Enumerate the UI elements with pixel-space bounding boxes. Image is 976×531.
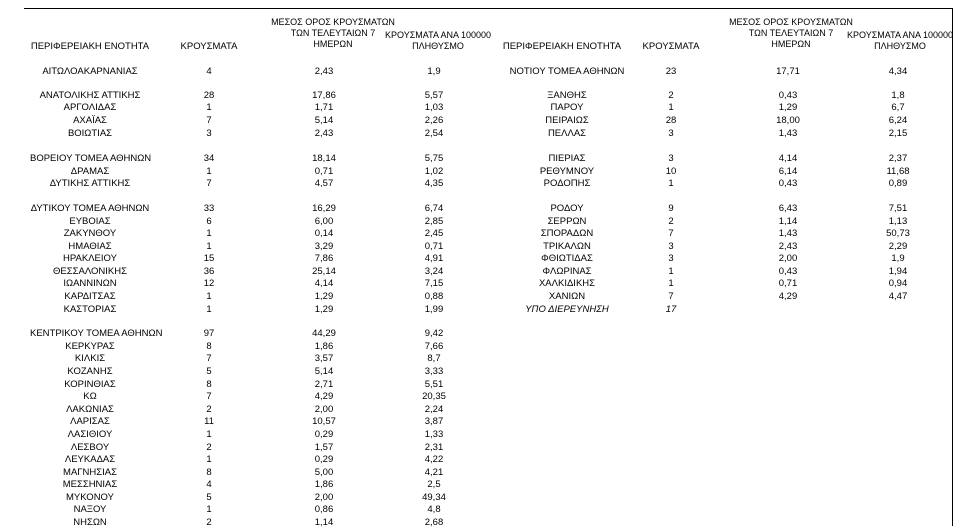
table-cell-per100k: 2,15 — [888, 128, 908, 139]
table-cell-per100k: 3,24 — [424, 266, 444, 277]
table-cell-cases: 7 — [668, 228, 674, 239]
table-cell-avg: 1,14 — [778, 216, 798, 227]
table-cell-cases: 97 — [203, 328, 215, 339]
table-cell-cases: 1 — [206, 304, 212, 315]
table-cell-per100k: 4,34 — [888, 66, 908, 77]
table-cell-avg: 0,14 — [314, 228, 334, 239]
table-cell-per100k: 2,45 — [424, 228, 444, 239]
header-avg-left: ΜΕΣΟΣ ΟΡΟΣ ΚΡΟΥΣΜΑΤΩΝ ΤΩΝ ΤΕΛΕΥΤΑΙΩΝ 7 ΗΜΕΡΩΝ — [271, 17, 395, 49]
table-cell-avg: 2,00 — [778, 253, 798, 264]
table-cell-per100k: 7,15 — [424, 278, 444, 289]
table-cell-avg: 4,57 — [314, 178, 334, 189]
table-cell-per100k: 8,7 — [427, 353, 441, 364]
table-cell-cases: 10 — [665, 166, 677, 177]
table-cell-avg: 18,14 — [312, 153, 336, 164]
table-cell-cases: 2 — [206, 517, 212, 528]
table-cell-name: ΛΕΣΒΟΥ — [70, 442, 110, 453]
table-cell-name: ΠΙΕΡΙΑΣ — [548, 153, 586, 164]
table-cell-cases: 7 — [668, 291, 674, 302]
table-cell-name: ΙΩΑΝΝΙΝΩΝ — [63, 278, 117, 289]
table-cell-avg: 17,86 — [312, 90, 336, 101]
table-cell-avg: 0,86 — [314, 504, 334, 515]
table-cell-name: ΔΥΤΙΚΗΣ ΑΤΤΙΚΗΣ — [49, 178, 131, 189]
table-cell-name: ΜΥΚΟΝΟΥ — [66, 492, 114, 503]
table-cell-name: ΚΑΣΤΟΡΙΑΣ — [63, 304, 117, 315]
table-cell-cases: 3 — [668, 241, 674, 252]
table-cell-name: ΛΕΥΚΑΔΑΣ — [64, 454, 116, 465]
header-region-right: ΠΕΡΙΦΕΡΕΙΑΚΗ ΕΝΟΤΗΤΑ — [502, 41, 622, 52]
table-cell-name: ΦΘΙΩΤΙΔΑΣ — [541, 253, 593, 264]
table-cell-cases: 33 — [203, 203, 215, 214]
table-cell-cases: 11 — [204, 416, 214, 427]
table-cell-avg: 1,29 — [314, 291, 334, 302]
table-cell-cases: 7 — [206, 353, 212, 364]
table-cell-avg: 18,00 — [776, 115, 800, 126]
table-cell-cases: 28 — [203, 90, 215, 101]
table-cell-cases: 2 — [206, 442, 212, 453]
table-cell-cases: 12 — [203, 278, 215, 289]
table-cell-avg: 6,14 — [778, 166, 798, 177]
table-cell-cases: 1 — [206, 102, 212, 113]
table-cell-name: ΝΗΣΩΝ — [73, 517, 107, 528]
table-cell-per100k: 1,13 — [888, 216, 908, 227]
table-cell-name: ΗΜΑΘΙΑΣ — [68, 241, 112, 252]
table-cell-per100k: 7,66 — [424, 341, 444, 352]
table-cell-per100k: 4,8 — [427, 504, 441, 515]
table-cell-avg: 2,00 — [314, 404, 334, 415]
table-cell-name: ΣΕΡΡΩΝ — [547, 216, 587, 227]
table-cell-name: ΝΟΤΙΟΥ ΤΟΜΕΑ ΑΘΗΝΩΝ — [509, 66, 625, 77]
table-cell-per100k: 0,89 — [888, 178, 908, 189]
table-cell-per100k: 3,33 — [424, 366, 444, 377]
table-cell-avg: 1,14 — [314, 517, 334, 528]
table-cell-per100k: 20,35 — [422, 391, 446, 402]
table-cell-name: ΑΧΑΪΑΣ — [73, 115, 107, 126]
table-cell-cases: 3 — [206, 128, 212, 139]
table-cell-name: ΡΟΔΟΠΗΣ — [543, 178, 591, 189]
table-cell-cases: 1 — [668, 102, 674, 113]
table-cell-name: ΜΑΓΝΗΣΙΑΣ — [63, 467, 117, 478]
table-cell-cases: 2 — [668, 90, 674, 101]
table-cell-cases: 1 — [668, 266, 674, 277]
table-cell-name: ΚΕΝΤΡΙΚΟΥ ΤΟΜΕΑ ΑΘΗΝΩΝ — [30, 328, 163, 339]
table-cell-per100k: 2,31 — [424, 442, 444, 453]
table-cell-per100k: 5,51 — [424, 379, 444, 390]
table-cell-cases: 1 — [206, 241, 212, 252]
table-cell-avg: 0,71 — [314, 166, 334, 177]
table-cell-avg: 44,29 — [312, 328, 336, 339]
table-cell-name: ΛΑΚΩΝΙΑΣ — [66, 404, 114, 415]
table-cell-name: ΚΑΡΔΙΤΣΑΣ — [64, 291, 116, 302]
table-cell-avg: 0,43 — [778, 90, 798, 101]
table-cell-per100k: 50,73 — [886, 228, 910, 239]
table-cell-cases: 8 — [206, 341, 212, 352]
table-cell-name: ΠΕΛΛΑΣ — [547, 128, 587, 139]
table-cell-avg: 5,00 — [314, 467, 334, 478]
table-cell-name: ΚΕΡΚΥΡΑΣ — [65, 341, 115, 352]
table-cell-name: ΛΑΣΙΘΙΟΥ — [67, 429, 113, 440]
header-cases-left: ΚΡΟΥΣΜΑΤΑ — [180, 41, 238, 52]
table-cell-name: ΚΙΛΚΙΣ — [74, 353, 106, 364]
table-cell-name: ΒΟΙΩΤΙΑΣ — [67, 128, 113, 139]
table-cell-per100k: 1,02 — [424, 166, 444, 177]
table-cell-per100k: 11,68 — [886, 166, 910, 177]
table-cell-per100k: 0,71 — [424, 241, 444, 252]
table-cell-cases: 23 — [665, 66, 677, 77]
table-cell-name: ΞΑΝΘΗΣ — [547, 90, 587, 101]
table-cell-name: ΡΕΘΥΜΝΟΥ — [539, 166, 595, 177]
table-cell-cases: 17 — [665, 304, 677, 315]
header-per100k-right: ΚΡΟΥΣΜΑΤΑ ΑΝΑ 100000 ΠΛΗΘΥΣΜΟ — [847, 30, 953, 51]
table-cell-avg: 1,29 — [314, 304, 334, 315]
table-cell-name: ΑΙΤΩΛΟΑΚΑΡΝΑΝΙΑΣ — [42, 66, 138, 77]
table-cell-avg: 0,43 — [778, 178, 798, 189]
table-cell-per100k: 4,22 — [424, 454, 444, 465]
table-cell-per100k: 1,99 — [424, 304, 444, 315]
table-cell-per100k: 2,54 — [424, 128, 444, 139]
header-avg-right: ΜΕΣΟΣ ΟΡΟΣ ΚΡΟΥΣΜΑΤΩΝ ΤΩΝ ΤΕΛΕΥΤΑΙΩΝ 7 ΗΜΕΡΩΝ — [729, 17, 853, 49]
table-cell-cases: 1 — [668, 178, 674, 189]
table-cell-per100k: 1,9 — [891, 253, 905, 264]
table-cell-cases: 8 — [206, 379, 212, 390]
table-cell-avg: 17,71 — [776, 66, 800, 77]
table-cell-cases: 28 — [665, 115, 677, 126]
table-cell-per100k: 1,03 — [424, 102, 444, 113]
table-cell-cases: 1 — [668, 278, 674, 289]
table-cell-name: ΗΡΑΚΛΕΙΟΥ — [63, 253, 117, 264]
table-cell-per100k: 2,29 — [888, 241, 908, 252]
table-cell-name: ΝΑΞΟΥ — [73, 504, 107, 515]
table-cell-cases: 1 — [206, 291, 212, 302]
table-cell-per100k — [868, 304, 928, 316]
table-cell-per100k: 2,5 — [427, 479, 441, 490]
table-cell-name: ΜΕΣΣΗΝΙΑΣ — [62, 479, 118, 490]
table-cell-name: ΦΛΩΡΙΝΑΣ — [542, 266, 592, 277]
table-cell-avg: 1,57 — [314, 442, 334, 453]
table-cell-per100k: 1,33 — [424, 429, 444, 440]
table-cell-cases: 1 — [206, 454, 212, 465]
table-cell-cases: 5 — [206, 492, 212, 503]
table-cell-avg: 2,43 — [314, 66, 334, 77]
table-cell-cases: 3 — [668, 128, 674, 139]
table-cell-avg: 1,43 — [778, 228, 798, 239]
table-cell-per100k: 1,94 — [888, 266, 908, 277]
table-cell-per100k: 6,7 — [891, 102, 905, 113]
table-cell-cases: 1 — [206, 429, 212, 440]
table-cell-cases: 1 — [206, 504, 212, 515]
table-cell-avg: 0,43 — [778, 266, 798, 277]
table-cell-cases: 2 — [206, 404, 212, 415]
header-cases-right: ΚΡΟΥΣΜΑΤΑ — [642, 41, 700, 52]
table-cell-avg: 3,29 — [314, 241, 334, 252]
table-cell-per100k: 4,91 — [424, 253, 444, 264]
table-cell-avg: 3,57 — [314, 353, 334, 364]
table-cell-per100k: 9,42 — [424, 328, 444, 339]
table-cell-name: ΧΑΛΚΙΔΙΚΗΣ — [538, 278, 596, 289]
table-cell-cases: 36 — [203, 266, 215, 277]
table-cell-name: ΠΑΡΟΥ — [550, 102, 584, 113]
table-cell-avg: 6,43 — [778, 203, 798, 214]
table-cell-avg: 1,71 — [314, 102, 334, 113]
table-cell-name: ΥΠΟ ΔΙΕΡΕΥΝΗΣΗ — [525, 304, 609, 315]
table-cell-per100k: 2,85 — [424, 216, 444, 227]
table-cell-name: ΚΩ — [83, 391, 97, 402]
table-cell-avg: 4,14 — [314, 278, 334, 289]
table-cell-cases: 6 — [206, 216, 212, 227]
table-cell-avg: 4,29 — [778, 291, 798, 302]
table-cell-avg: 0,29 — [314, 429, 334, 440]
table-cell-avg: 2,71 — [314, 379, 334, 390]
table-cell-name: ΛΑΡΙΣΑΣ — [70, 416, 110, 427]
table-cell-per100k: 2,24 — [424, 404, 444, 415]
table-cell-per100k: 3,87 — [424, 416, 444, 427]
table-cell-name: ΡΟΔΟΥ — [550, 203, 584, 214]
table-cell-name: ΖΑΚΥΝΘΟΥ — [63, 228, 117, 239]
table-cell-avg: 25,14 — [312, 266, 336, 277]
table-cell-cases: 9 — [668, 203, 674, 214]
table-cell-per100k: 0,88 — [424, 291, 444, 302]
table-cell-cases: 3 — [668, 153, 674, 164]
header-region-left: ΠΕΡΙΦΕΡΕΙΑΚΗ ΕΝΟΤΗΤΑ — [30, 41, 150, 52]
table-cell-avg: 2,43 — [314, 128, 334, 139]
table-cell-avg: 7,86 — [314, 253, 334, 264]
table-cell-per100k: 4,35 — [424, 178, 444, 189]
table-cell-per100k: 2,68 — [424, 517, 444, 528]
table-cell-per100k: 2,26 — [424, 115, 444, 126]
table-cell-cases: 4 — [206, 479, 212, 490]
table-cell-per100k: 2,37 — [888, 153, 908, 164]
table-cell-cases: 2 — [668, 216, 674, 227]
table-cell-name: ΣΠΟΡΑΔΩΝ — [540, 228, 594, 239]
table-top-border — [24, 8, 952, 9]
table-cell-cases: 1 — [206, 228, 212, 239]
table-cell-cases: 5 — [206, 366, 212, 377]
table-cell-avg: 4,14 — [778, 153, 798, 164]
table-cell-per100k: 7,51 — [888, 203, 908, 214]
table-cell-avg: 1,43 — [778, 128, 798, 139]
table-cell-per100k: 4,47 — [888, 291, 908, 302]
table-cell-name: ΤΡΙΚΑΛΩΝ — [543, 241, 591, 252]
table-right-border — [952, 8, 953, 526]
table-cell-per100k: 6,24 — [888, 115, 908, 126]
table-cell-name: ΘΕΣΣΑΛΟΝΙΚΗΣ — [53, 266, 127, 277]
table-cell-avg: 10,57 — [312, 416, 336, 427]
table-cell-per100k: 6,74 — [424, 203, 444, 214]
table-cell-cases: 7 — [206, 115, 212, 126]
table-cell-name: ΒΟΡΕΙΟΥ ΤΟΜΕΑ ΑΘΗΝΩΝ — [30, 153, 152, 164]
table-cell-name: ΕΥΒΟΙΑΣ — [69, 216, 111, 227]
table-cell-avg: 1,86 — [314, 479, 334, 490]
table-cell-avg: 0,71 — [778, 278, 798, 289]
table-cell-name: ΧΑΝΙΩΝ — [548, 291, 586, 302]
table-cell-per100k: 5,75 — [424, 153, 444, 164]
table-cell-per100k: 1,9 — [427, 66, 441, 77]
table-cell-per100k: 4,21 — [424, 467, 444, 478]
table-cell-avg: 1,86 — [314, 341, 334, 352]
table-cell-per100k: 0,94 — [888, 278, 908, 289]
table-cell-avg: 2,00 — [314, 492, 334, 503]
table-cell-avg: 5,14 — [314, 366, 334, 377]
table-cell-avg: 1,29 — [778, 102, 798, 113]
table-cell-cases: 4 — [206, 66, 212, 77]
table-cell-per100k: 5,57 — [424, 90, 444, 101]
table-cell-avg: 5,14 — [314, 115, 334, 126]
table-cell-name: ΔΥΤΙΚΟΥ ΤΟΜΕΑ ΑΘΗΝΩΝ — [30, 203, 150, 214]
table-cell-cases: 15 — [203, 253, 215, 264]
table-cell-name: ΔΡΑΜΑΣ — [70, 166, 110, 177]
table-cell-cases: 8 — [206, 467, 212, 478]
table-cell-cases: 1 — [206, 166, 212, 177]
table-cell-cases: 7 — [206, 391, 212, 402]
table-cell-avg: 6,00 — [314, 216, 334, 227]
table-cell-avg: 2,43 — [778, 241, 798, 252]
header-per100k-left: ΚΡΟΥΣΜΑΤΑ ΑΝΑ 100000 ΠΛΗΘΥΣΜΟ — [385, 30, 491, 51]
table-cell-name: ΚΟΡΙΝΘΙΑΣ — [64, 379, 116, 390]
table-cell-per100k: 1,8 — [891, 90, 905, 101]
table-cell-avg: 0,29 — [314, 454, 334, 465]
table-cell-name: ΑΝΑΤΟΛΙΚΗΣ ΑΤΤΙΚΗΣ — [39, 90, 141, 101]
table-cell-avg: 4,29 — [314, 391, 334, 402]
table-cell-name: ΠΕΙΡΑΙΩΣ — [545, 115, 589, 126]
table-cell-cases: 7 — [206, 178, 212, 189]
table-cell-avg: 16,29 — [312, 203, 336, 214]
table-cell-cases: 34 — [203, 153, 215, 164]
table-cell-per100k: 49,34 — [422, 492, 446, 503]
table-cell-cases: 3 — [668, 253, 674, 264]
table-cell-name: ΑΡΓΟΛΙΔΑΣ — [63, 102, 117, 113]
table-cell-name: ΚΟΖΑΝΗΣ — [67, 366, 113, 377]
table-cell-avg — [758, 304, 818, 316]
